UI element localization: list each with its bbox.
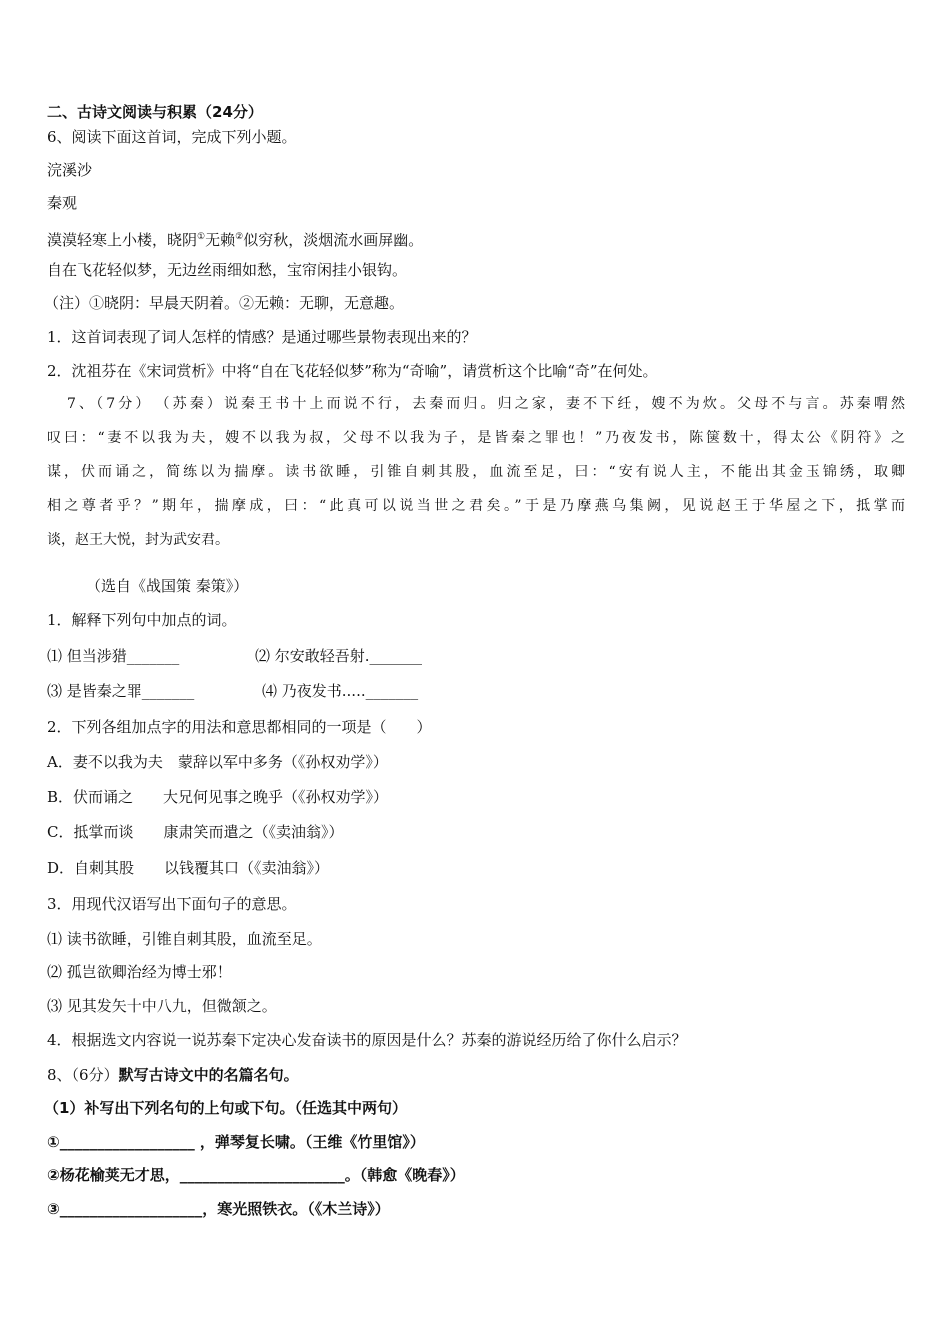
- passage-line: 7、（7分） （苏秦）说秦王书十上而说不行，去秦而归。归之家，妻不下纴，嫂不为炊。父母不与言。苏秦喟然: [67, 396, 905, 412]
- q7-sub4: 4．根据选文内容说一说苏秦下定决心发奋读书的原因是什么？苏秦的游说经历给了你什么启示？: [47, 1031, 687, 1049]
- q8-prefix: 8、（6分）: [47, 1066, 119, 1084]
- blank-item: ⑷ 乃夜发书....._______: [262, 682, 419, 700]
- section-title: 二、古诗文阅读与积累（24分）: [47, 103, 263, 121]
- poem-line-1c: 似穷秋，淡烟流水画屏幽。: [243, 231, 424, 249]
- blank-item: ⑵ 尔安敢轻吾射._______: [255, 647, 423, 665]
- poem-note: （注）①晓阴：早晨天阴着。②无赖：无聊，无意趣。: [44, 294, 405, 312]
- poem-title: 浣溪沙: [47, 161, 93, 179]
- option-d: D．自刺其股 以钱覆其口（《卖油翁》）: [47, 859, 330, 877]
- q8-sub1: （1）补写出下列名句的上句或下句。（任选其中两句）: [44, 1099, 407, 1117]
- option-c: C．抵掌而谈 康肃笑而遣之（《卖油翁》）: [47, 823, 344, 841]
- option-a: A．妻不以我为夫 蒙辞以军中多务（《孙权劝学》）: [47, 753, 388, 771]
- poem-line-1b: 无赖: [205, 231, 236, 249]
- q8-heading: [47, 1066, 299, 1084]
- q7-sub3: 3．用现代汉语写出下面句子的意思。: [47, 895, 297, 913]
- q7-sub1: 1．解释下列句中加点的词。: [47, 611, 237, 629]
- poem-author: 秦观: [47, 194, 78, 212]
- passage-line: 谈，赵王大悦，封为武安君。: [47, 532, 229, 548]
- passage-line: 谋，伏而诵之，简练以为揣摩。读书欲睡，引锥自刺其股，血流至足，曰：“安有说人主，不能出其金玉锦绣，取卿: [47, 464, 905, 480]
- q6-sub2: 2．沈祖芬在《宋词赏析》中将“自在飞花轻似梦”称为“奇喻”，请赏析这个比喻“奇”在何处。: [47, 362, 658, 380]
- q8-title: 默写古诗文中的名篇名句。: [118, 1066, 299, 1084]
- sentence-item: ⑴ 读书欲睡，引锥自刺其股，血流至足。: [47, 930, 322, 948]
- poem-line-1a: 漠漠轻寒上小楼，晓阴: [47, 231, 198, 249]
- q6-prompt: 6、阅读下面这首词，完成下列小题。: [47, 128, 297, 146]
- recite-item: ①__________________ ，弹琴复长啸。（王维《竹里馆》）: [47, 1133, 425, 1151]
- blank-item: ⑶ 是皆秦之罪_______: [47, 682, 195, 700]
- recite-item: ②杨花榆荚无才思，______________________。（韩愈《晚春》）: [47, 1166, 465, 1184]
- blank-item: ⑴ 但当涉猎_______: [47, 647, 180, 665]
- passage-source: （选自《战国策 秦策》）: [86, 577, 249, 595]
- passage-line: 相之尊者乎？”期年，揣摩成，曰：“此真可以说当世之君矣。”于是乃摩燕乌集阙，见说赵王于华屋之下，抵掌而: [47, 498, 905, 514]
- poem-line-1: [47, 228, 423, 249]
- sentence-item: ⑵ 孤岂欲卿治经为博士邪！: [47, 963, 232, 981]
- footnote-1: ①: [197, 232, 206, 242]
- option-b: B．伏而诵之 大兄何见事之晚乎（《孙权劝学》）: [47, 788, 389, 806]
- footnote-2: ②: [235, 232, 244, 242]
- q6-sub1: 1．这首词表现了词人怎样的情感？是通过哪些景物表现出来的？: [47, 328, 477, 346]
- poem-line-2: 自在飞花轻似梦，无边丝雨细如愁，宝帘闲挂小银钩。: [47, 261, 408, 279]
- passage-line: 叹曰：“妻不以我为夫，嫂不以我为叔，父母不以我为子，是皆秦之罪也！”乃夜发书，陈箧数十，得太公《阴符》之: [47, 430, 905, 446]
- sentence-item: ⑶ 见其发矢十中八九，但微颔之。: [47, 997, 277, 1015]
- recite-item: ③___________________，寒光照铁衣。（《木兰诗》）: [47, 1200, 390, 1218]
- q7-sub2: 2．下列各组加点字的用法和意思都相同的一项是（ ）: [47, 718, 432, 736]
